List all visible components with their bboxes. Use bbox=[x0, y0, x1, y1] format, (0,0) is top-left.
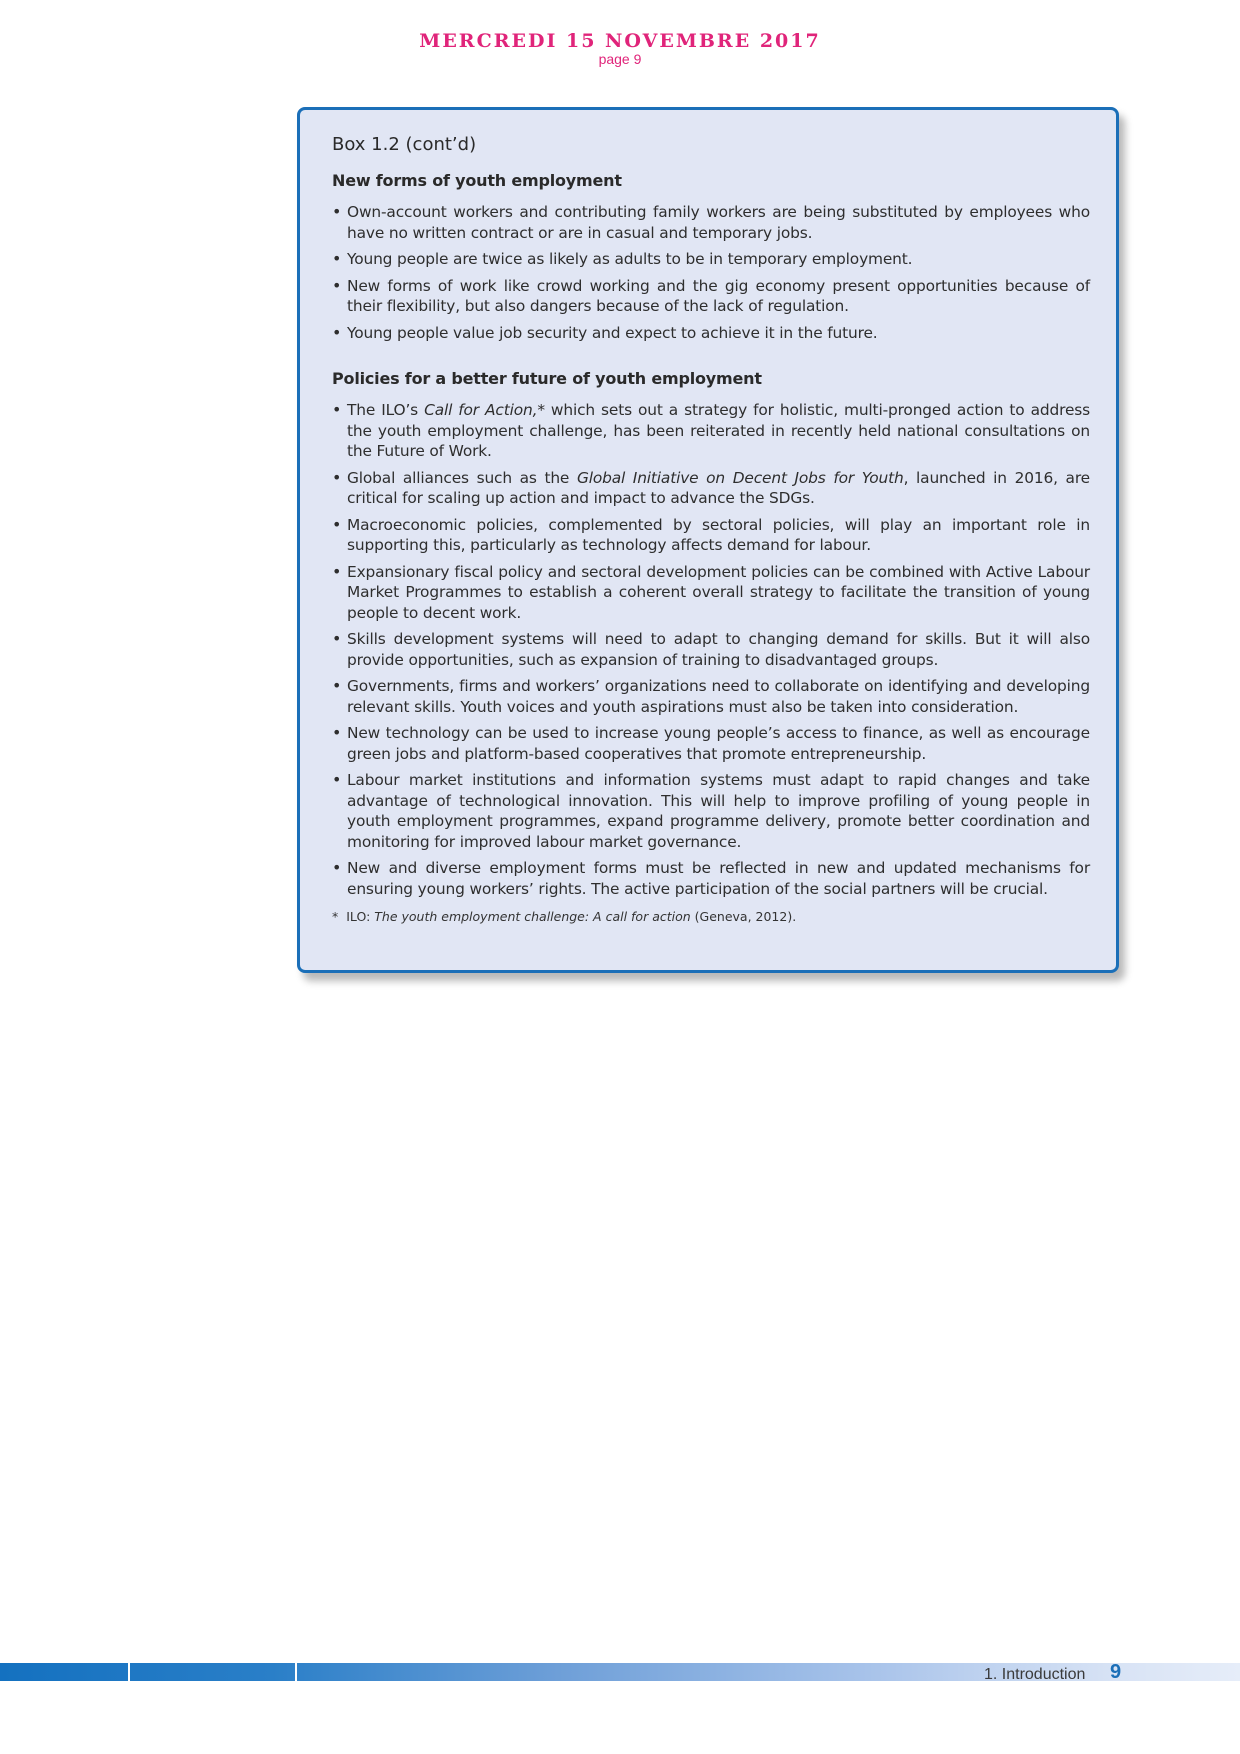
item-text: The ILO’s bbox=[347, 401, 425, 419]
box-content bbox=[332, 134, 1090, 925]
footnote-mark: * bbox=[332, 909, 339, 924]
list-item: • Macroeconomic policies, complemented by sectoral policies, will play an important role in supporting this, particularly as technology affects demand for labour. bbox=[332, 515, 1090, 556]
list-item: • Labour market institutions and information systems must adapt to rapid changes and take advantage of technological innovation. This will help to improve profiling of young people in youth employment programmes, expand programme delivery, promote better coordination and monitoring for improved labour market governance. bbox=[332, 770, 1090, 852]
footer-page-number: 9 bbox=[1110, 1661, 1122, 1683]
list-item: • Governments, firms and workers’ organizations need to collaborate on identifying and developing relevant skills. Youth voices and youth aspirations must also be taken into consideration. bbox=[332, 676, 1090, 717]
list-item bbox=[332, 468, 1090, 509]
item-text: Global alliances such as the bbox=[347, 468, 577, 487]
item-text: , launched in 2016, are critical for scaling up action and impact to advance the SDGs. bbox=[347, 468, 1090, 507]
list-item: • New forms of work like crowd working and the gig economy present opportunities because of their flexibility, but also dangers because of the lack of regulation. bbox=[332, 276, 1090, 317]
list-item: • Young people are twice as likely as adults to be in temporary employment. bbox=[332, 249, 1090, 270]
list-item: • Own-account workers and contributing family workers are being substituted by employees who have no written contract or are in casual and temporary jobs. bbox=[332, 202, 1090, 243]
list-item bbox=[332, 400, 1090, 462]
section-heading-policies: Policies for a better future of youth employment bbox=[332, 369, 762, 388]
bullet-list-new-forms bbox=[332, 202, 1090, 343]
item-text: * which sets out a strategy for holistic, multi-pronged action to address the youth employment challenge, has been reiterated in recently held national consultations on the Future of Work. bbox=[347, 401, 1091, 460]
footnote-text: ILO: bbox=[346, 909, 375, 924]
footer-divider bbox=[128, 1663, 130, 1681]
footer-section-label: 1. Introduction bbox=[984, 1666, 1086, 1683]
list-item: • New technology can be used to increase young people’s access to finance, as well as encourage green jobs and platform-based cooperatives that promote entrepreneurship. bbox=[332, 723, 1090, 764]
list-item: • Expansionary fiscal policy and sectoral development policies can be combined with Active Labour Market Programmes to establish a coherent overall strategy to facilitate the transition of young people to decent work. bbox=[332, 562, 1090, 624]
box-1-2 bbox=[297, 107, 1119, 973]
item-italic-text: Global Initiative on Decent Jobs for Youth bbox=[576, 468, 904, 487]
list-item: • Skills development systems will need to adapt to changing demand for skills. But it will also provide opportunities, such as expansion of training to disadvantaged groups. bbox=[332, 629, 1090, 670]
bullet-list-policies bbox=[332, 400, 1090, 899]
section-heading-new-forms: New forms of youth employment bbox=[332, 171, 622, 190]
footnote-italic-text: The youth employment challenge: A call for action bbox=[374, 909, 691, 924]
box-title: Box 1.2 (cont’d) bbox=[332, 134, 477, 155]
footnote bbox=[332, 909, 1090, 925]
footer-divider bbox=[295, 1663, 297, 1681]
list-item: • Young people value job security and expect to achieve it in the future. bbox=[332, 323, 1090, 344]
header-page-label: page 9 bbox=[598, 51, 642, 67]
footnote-text: (Geneva, 2012). bbox=[690, 909, 797, 924]
item-italic-text: Call for Action, bbox=[424, 401, 538, 419]
header-date: MERCREDI 15 NOVEMBRE 2017 bbox=[419, 30, 821, 52]
list-item: • New and diverse employment forms must be reflected in new and updated mechanisms for ensuring young workers’ rights. The active participation of the social partners will be crucial. bbox=[332, 858, 1090, 899]
